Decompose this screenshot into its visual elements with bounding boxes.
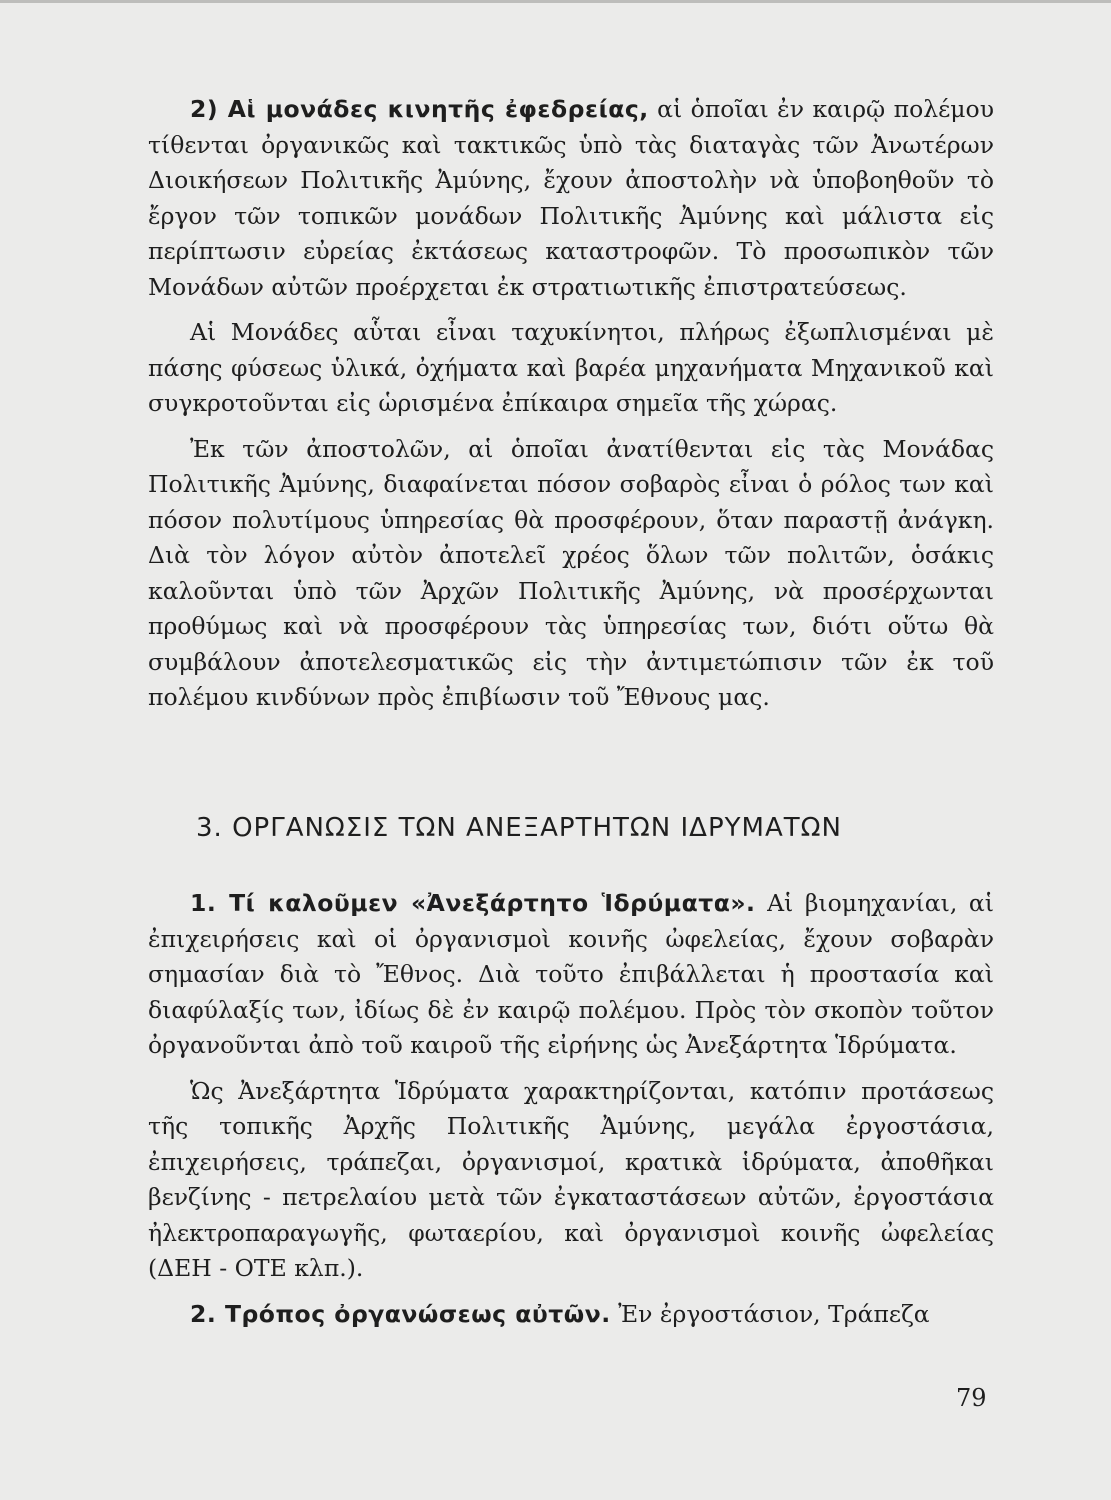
paragraph-lead: 1. Τί καλοῦμεν «Ἀνεξάρτητο Ἱδρύματα». bbox=[190, 889, 756, 917]
paragraph-lead: 2. Τρόπος ὀργανώσεως αὐτῶν. bbox=[190, 1299, 611, 1328]
paragraph-mobile-reserve-units bbox=[148, 92, 994, 305]
section-heading: 3. ΟΡΓΑΝΩΣΙΣ ΤΩΝ ΑΝΕΞΑΡΤΗΤΩΝ ΙΔΡΥΜΑΤΩΝ bbox=[196, 813, 842, 843]
page-top-edge bbox=[0, 0, 1111, 3]
paragraph-units-equipment: Αἱ Μονάδες αὗται εἶναι ταχυκίνητοι, πλήρως ἐξωπλισμέναι μὲ πάσης φύσεως ὑλικά, ὀχήματα καὶ βαρέα μηχανήματα Μηχανικοῦ καὶ συγκροτοῦνται εἰς ὡρισμένα ἐπίκαιρα σημεῖα τῆς χώρας. bbox=[148, 318, 994, 417]
paragraph-independent-institutions bbox=[148, 886, 994, 1064]
paragraph-organization-method bbox=[148, 1297, 994, 1333]
bottom-text-block bbox=[148, 886, 994, 1342]
paragraph-body: Ἐν ἐργοστάσιον, Τράπεζα bbox=[610, 1299, 930, 1328]
paragraph-citizens-duty: Ἐκ τῶν ἀποστολῶν, αἱ ὁποῖαι ἀνατίθενται εἰς τὰς Μονάδας Πολιτικῆς Ἀμύνης, διαφαίνεται πόσον σοβαρὸς εἶναι ὁ ρόλος των καὶ πόσον πολυτίμους ὑπηρεσίας θὰ προσφέρουν, ὅταν παραστῇ ἀνάγκη. Διὰ τὸν λόγον αὐτὸν ἀποτελεῖ χρέος ὅλων τῶν πολιτῶν, ὁσάκις καλοῦνται ὑπὸ τῶν Ἀρχῶν Πολιτικῆς Ἀμύνης, νὰ προσέρχωνται προθύμως καὶ νὰ προσφέρουν τὰς ὑπηρεσίας των, διότι οὕτω θὰ συμβάλουν ἀποτελεσματικῶς εἰς τὴν ἀντιμετώπισιν τῶν ἐκ τοῦ πολέμου κινδύνων πρὸς ἐπιβίωσιν τοῦ Ἔθνους μας. bbox=[148, 434, 994, 711]
paragraph-lead: 2) Αἱ μονάδες κινητῆς ἐφεδρείας, bbox=[190, 95, 649, 123]
paragraph-classification: Ὡς Ἀνεξάρτητα Ἱδρύματα χαρακτηρίζονται, κατόπιν προτάσεως τῆς τοπικῆς Ἀρχῆς Πολιτικῆς Ἀμύνης, μεγάλα ἐργοστάσια, ἐπιχειρήσεις, τράπεζαι, ὀργανισμοί, κρατικὰ ἱδρύματα, ἀποθῆκαι βενζίνης - πετρελαίου μετὰ τῶν ἐγκαταστάσεων αὐτῶν, ἐργοστάσια ἠλεκτροπαραγωγῆς, φωταερίου, καὶ ὀργανισμοὶ κοινῆς ὠφελείας (ΔΕΗ - ΟΤΕ κλπ.). bbox=[148, 1076, 994, 1282]
paragraph-body: αἱ ὁποῖαι ἐν καιρῷ πολέμου τίθενται ὀργανικῶς καὶ τακτικῶς ὑπὸ τὰς διαταγὰς τῶν Ἀνωτέρων Διοικήσεων Πολιτικῆς Ἀμύνης, ἔχουν ἀποστολὴν νὰ ὑποβοηθοῦν τὸ ἔργον τῶν τοπικῶν μονάδων Πολιτικῆς Ἀμύνης καὶ μάλιστα εἰς περίπτωσιν εὐρείας ἐκτάσεως καταστροφῶν. Τὸ προσωπικὸν τῶν Μονάδων αὐτῶν προέρχεται ἐκ στρατιωτικῆς ἐπιστρατεύσεως. bbox=[148, 95, 994, 301]
top-text-block bbox=[148, 92, 994, 726]
paragraph-body: Αἱ βιομηχανίαι, αἱ ἐπιχειρήσεις καὶ οἱ ὀργανισμοὶ κοινῆς ὠφελείας, ἔχουν σοβαρὰν σημασίαν διὰ τὸ Ἔθνος. Διὰ τοῦτο ἐπιβάλλεται ἡ προστασία καὶ διαφύλαξίς των, ἰδίως δὲ ἐν καιρῷ πολέμου. Πρὸς τὸν σκοπὸν τοῦτον ὀργανοῦνται ἀπὸ τοῦ καιροῦ τῆς εἰρήνης ὡς Ἀνεξάρτητα Ἱδρύματα. bbox=[148, 889, 994, 1059]
page-number: 79 bbox=[956, 1384, 987, 1412]
